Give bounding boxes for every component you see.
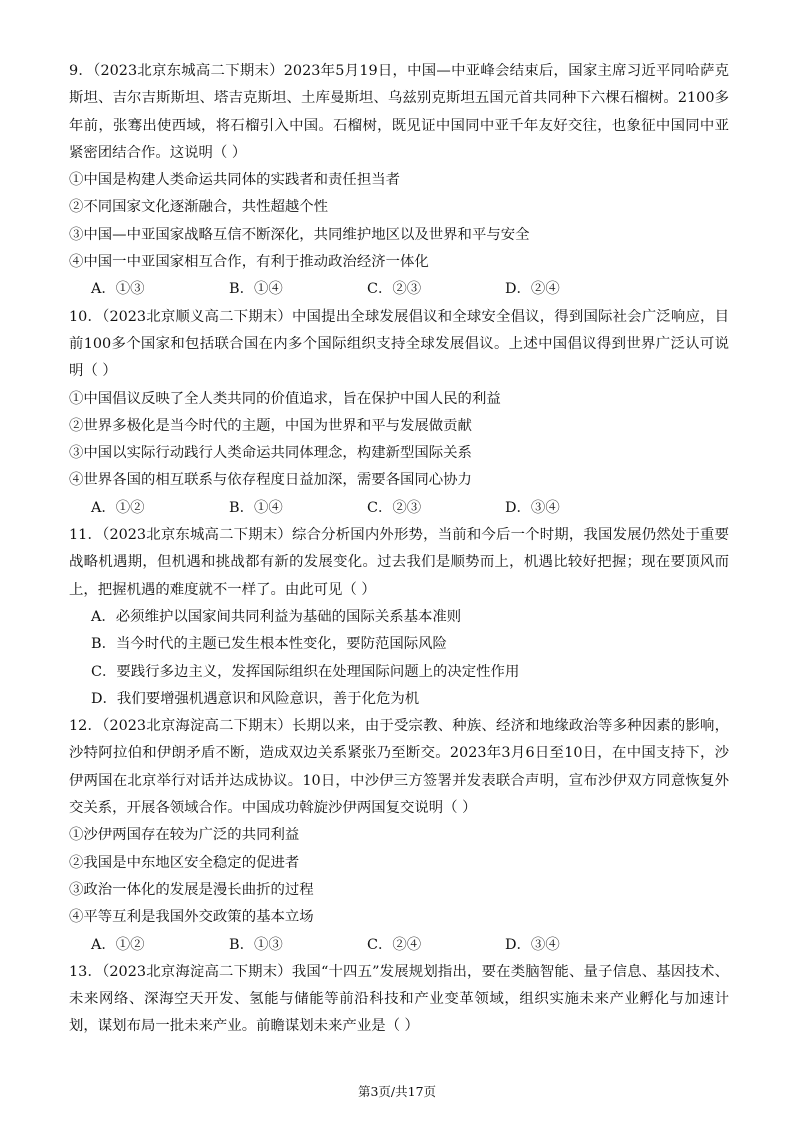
option-c[interactable]: C．要践行多边主义，发挥国际组织在处理国际问题上的决定性作用 [91,663,520,680]
option-b[interactable]: B．①③ [229,936,283,953]
option-c[interactable]: C．②④ [367,936,422,953]
statement: ②世界多极化是当今时代的主题，中国为世界和平与发展做贡献 [69,417,472,434]
option-b[interactable]: B．①④ [229,499,283,516]
question-11 [69,522,729,713]
statement: ②我国是中东地区安全稳定的促进者 [69,854,300,871]
option-b[interactable]: B．①④ [229,281,283,298]
answer-options [69,932,729,959]
answer-options [69,495,729,522]
statement: ③政治一体化的发展是漫长曲折的过程 [69,881,314,898]
question-stem: 12．（2023北京海淀高二下期末）长期以来，由于受宗教、种族、经济和地缘政治等多种因素的影响，沙特阿拉伯和伊朗矛盾不断，造成双边关系紧张乃至断交。2023年3月6日至10日，在中国支持下，沙伊两国在北京举行对话并达成协议。10日，中沙伊三方签署并发表联合声明，宣布沙伊双方同意恢复外交关系，开展各领域合作。中国成功斡旋沙伊两国复交说明（ ） [69,718,729,817]
question-9 [69,58,729,304]
question-10 [69,304,729,522]
question-stem: 10．（2023北京顺义高二下期末）中国提出全球发展倡议和全球安全倡议，得到国际社会广泛响应，目前100多个国家和包括联合国在内多个国际组织支持全球发展倡议。上述中国倡议得到世界广泛认可说明（ ） [69,308,729,380]
question-stem: 9．（2023北京东城高二下期末）2023年5月19日，中国—中亚峰会结束后，国家主席习近平同哈萨克斯坦、吉尔吉斯斯坦、塔吉克斯坦、土库曼斯坦、乌兹别克斯坦五国元首共同种下六棵石榴树。2100多年前，张骞出使西域，将石榴引入中国。石榴树，既见证中国同中亚千年友好交往，也象征中国同中亚紧密团结合作。这说明（ ） [69,63,729,161]
statement: ③中国以实际行动践行人类命运共同体理念，构建新型国际关系 [69,445,472,462]
option-a[interactable]: A．必须维护以国家间共同利益为基础的国际关系基本准则 [91,608,462,625]
option-d[interactable]: D．③④ [505,936,560,953]
option-b[interactable]: B．当今时代的主题已发生根本性变化，要防范国际风险 [91,636,447,653]
statement: ①中国是构建人类命运共同体的实践者和责任担当者 [69,172,400,189]
option-a[interactable]: A．①③ [91,281,145,298]
option-c[interactable]: C．②③ [367,499,422,516]
question-13 [69,959,729,1041]
page-number: 第3页/共17页 [357,1084,437,1099]
answer-options [69,276,729,303]
statement: ②不同国家文化逐渐融合，共性超越个性 [69,199,329,216]
question-stem: 13．（2023北京海淀高二下期末）我国“十四五”发展规划指出，要在类脑智能、量子信息、基因技术、未来网络、深海空天开发、氢能与储能等前沿科技和产业变革领域，组织实施未来产业孵化与加速计划，谋划布局一批未来产业。前瞻谋划未来产业是（ ） [69,963,729,1035]
statement: ①沙伊两国存在较为广泛的共同利益 [69,827,300,844]
statement: ③中国—中亚国家战略互信不断深化，共同维护地区以及世界和平与安全 [69,226,530,243]
option-a[interactable]: A．①② [91,936,145,953]
option-c[interactable]: C．②③ [367,281,422,298]
option-d[interactable]: D．我们要增强机遇意识和风险意识，善于化危为机 [91,690,420,707]
option-d[interactable]: D．②④ [505,281,560,298]
page-footer [0,1083,794,1101]
option-d[interactable]: D．③④ [505,499,560,516]
question-stem: 11．（2023北京东城高二下期末）综合分析国内外形势，当前和今后一个时期，我国发展仍然处于重要战略机遇期，但机遇和挑战都有新的发展变化。过去我们是顺势而上，机遇比较好把握；现在要顶风而上，把握机遇的难度就不一样了。由此可见（ ） [69,527,729,598]
statement: ④平等互利是我国外交政策的基本立场 [69,909,314,926]
question-12 [69,713,729,959]
statement: ①中国倡议反映了全人类共同的价值追求，旨在保护中国人民的利益 [69,390,501,407]
statement: ④中国一中亚国家相互合作，有利于推动政治经济一体化 [69,254,429,271]
page-content [69,58,729,1041]
statement: ④世界各国的相互联系与依存程度日益加深，需要各国同心协力 [69,472,472,489]
option-a[interactable]: A．①② [91,499,145,516]
